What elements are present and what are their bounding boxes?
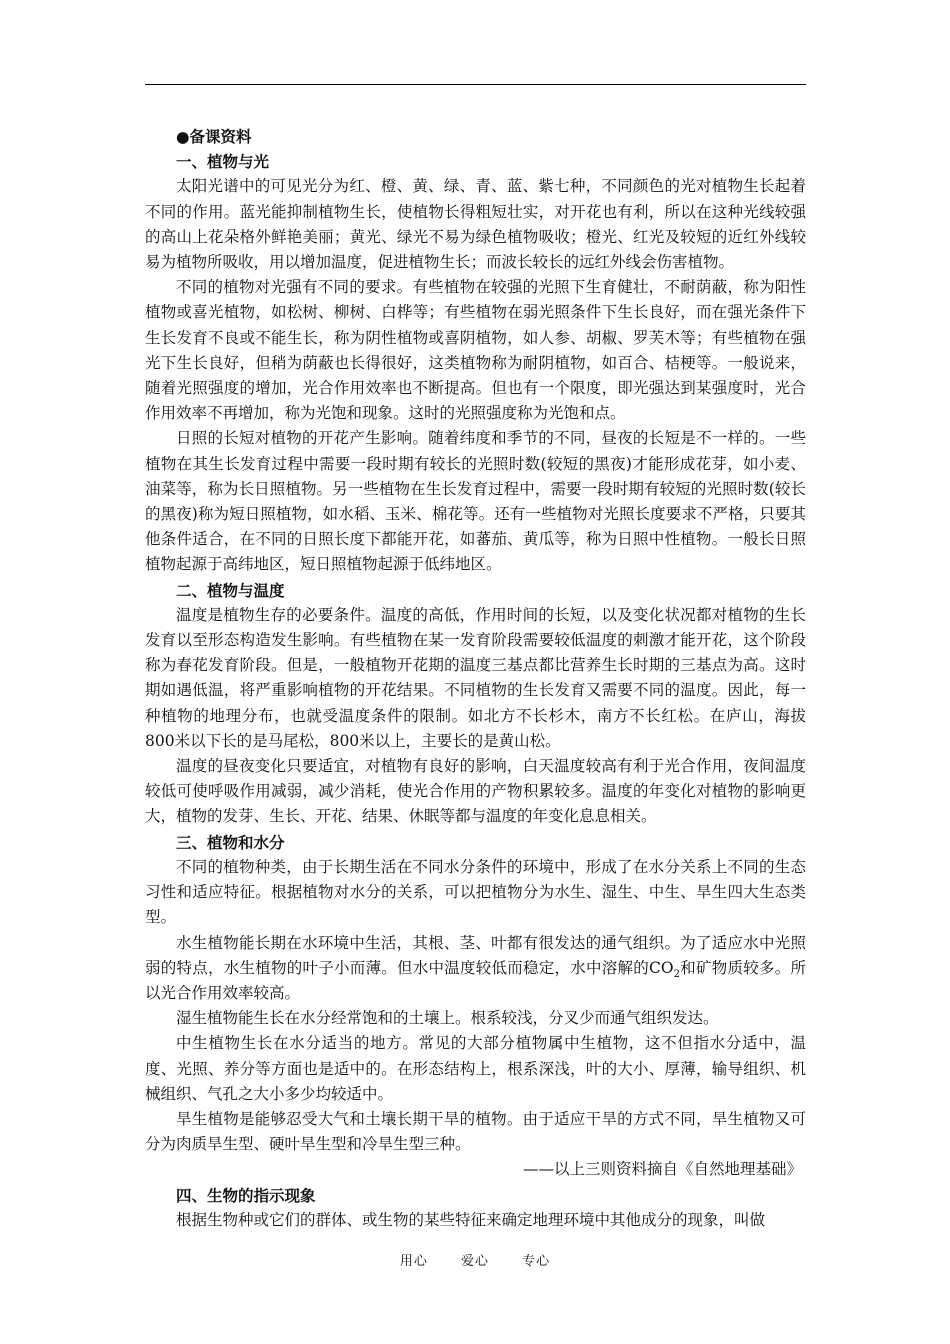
co2-text-after: 和矿物质较多。所以光合作用效率较高。 xyxy=(145,958,806,1002)
heading-indicator: 四、生物的指示现象 xyxy=(176,1185,316,1205)
paragraph-co2 xyxy=(145,931,806,1007)
paragraph: 不同的植物种类，由于长期生活在不同水分条件的环境中，形成了在水分关系上不同的生态习性和适应特征。根据植物对水分的关系，可以把植物分为水生、湿生、中生、旱生四大生态类型。 xyxy=(145,857,806,927)
paragraph: 日照的长短对植物的开花产生影响。随着纬度和季节的不同，昼夜的长短是不一样的。一些植物在其生长发育过程中需要一段时期有较长的光照时数(较短的黑夜)才能形成花芽，如小麦、油菜等，称为长日照植物。另一些植物在生长发育过程中，需要一段时期有较短的光照时数(较长的黑夜)称为短日照植物，如水稻、玉米、棉花等。还有一些植物对光照长度要求不严格，只要其他条件适合，在不同的日照长度下都能开花，如蕃茄、黄瓜等，称为日照中性植物。一般长日照植物起源于高纬地区，短日照植物起源于低纬地区。 xyxy=(145,429,806,574)
paragraph: 湿生植物能生长在水分经常饱和的土壤上。根系较浅，分叉少而通气组织发达。 xyxy=(176,1009,719,1028)
header-rule xyxy=(145,84,806,85)
heading-water: 三、植物和水分 xyxy=(176,832,285,852)
paragraph: 旱生植物是能够忍受大气和土壤长期干旱的植物。由于适应干旱的方式不同，旱生植物又可分为肉质旱生型、硬叶旱生型和冷旱生型三种。 xyxy=(145,1109,806,1154)
footer-text: 用心 xyxy=(399,1254,428,1269)
footer-text: 爱心 xyxy=(460,1254,489,1269)
co2-subscript: 2 xyxy=(673,968,680,980)
heading-temperature: 二、植物与温度 xyxy=(176,580,285,600)
paragraph: 中生植物生长在水分适当的地方。常见的大部分植物属中生植物，这不但指水分适中，温度、光照、养分等方面也是适中的。在形态结构上，根系深浅，叶的大小、厚薄，输导组织、机械组织、气孔之大小多少均较适中。 xyxy=(145,1034,806,1103)
footer-text: 专心 xyxy=(522,1254,551,1269)
paragraph: 根据生物种或它们的群体、或生物的某些特征来确定地理环境中其他成分的现象，叫做 xyxy=(176,1210,766,1229)
document-body xyxy=(145,124,806,1233)
paragraph: 太阳光谱中的可见光分为红、橙、黄、绿、青、蓝、紫七种，不同颜色的光对植物生长起着不同的作用。蓝光能抑制植物生长，使植物长得粗短壮实，对开花也有利，所以在这种光线较强的高山上花朵格外鲜艳美丽；黄光、绿光不易为绿色植物吸收；橙光、红光及较短的近红外线较易为植物所吸收，用以增加温度，促进植物生长；而波长较长的远红外线会伤害植物。 xyxy=(145,177,806,272)
page-footer xyxy=(0,1250,950,1269)
heading-light: 一、植物与光 xyxy=(176,152,270,172)
source-citation: ——以上三则资料摘自《自然地理基础》 xyxy=(522,1160,802,1179)
co2-text-before: 水生植物能长期在水环境中生活，其根、茎、叶都有很发达的通气组织。为了适应水中光照弱的特点，水生植物的叶子小而薄。但水中温度较低而稳定，水中溶解的CO xyxy=(145,933,806,977)
section-title: ●备课资料 xyxy=(176,127,252,146)
paragraph: 温度的昼夜变化只要适宜，对植物有良好的影响，白天温度较高有利于光合作用，夜间温度较低可使呼吸作用减弱，减少消耗，使光合作用的产物积累较多。温度的年变化对植物的影响更大，植物的发芽、生长、开花、结果、休眠等都与温度的年变化息息相关。 xyxy=(145,757,806,826)
paragraph: 温度是植物生存的必要条件。温度的高低，作用时间的长短，以及变化状况都对植物的生长发育以至形态构造发生影响。有些植物在某一发育阶段需要较低温度的刺激才能开花，这个阶段称为春花发育阶段。但是，一般植物开花期的温度三基点都比营养生长时期的三基点为高。这时期如遇低温，将严重影响植物的开花结果。不同植物的生长发育又需要不同的温度。因此，每一种植物的地理分布，也就受温度条件的限制。如北方不长杉木，南方不长红松。在庐山，海拔800米以下长的是马尾松，800米以上，主要长的是黄山松。 xyxy=(145,605,806,750)
paragraph: 不同的植物对光强有不同的要求。有些植物在较强的光照下生育健壮，不耐荫蔽，称为阳性植物或喜光植物，如松树、柳树、白桦等；有些植物在弱光照条件下生长良好，而在强光条件下生长发育不良或不能生长，称为阴性植物或喜阴植物，如人参、胡椒、罗芙木等；有些植物在强光下生长良好，但稍为荫蔽也长得很好，这类植物称为耐阴植物，如百合、桔梗等。一般说来，随着光照强度的增加，光合作用效率也不断提高。但也有一个限度，即光强达到某强度时，光合作用效率不再增加，称为光饱和现象。这时的光照强度称为光饱和点。 xyxy=(145,278,806,423)
